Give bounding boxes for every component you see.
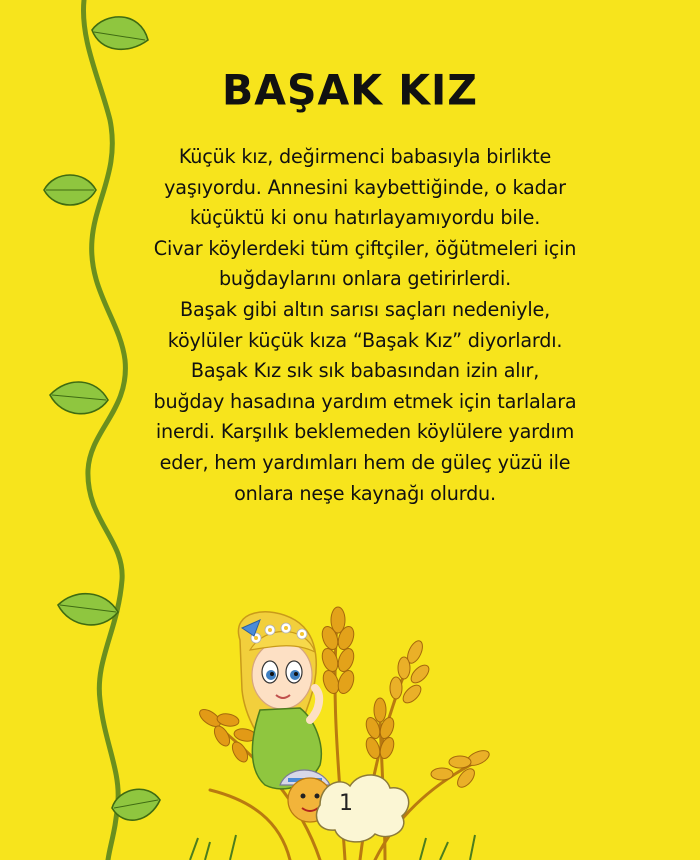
story-line: Başak gibi altın sarısı saçları nedeniyle,	[180, 297, 550, 321]
story-line: küçüktü ki onu hatırlayamıyordu bile.	[189, 206, 541, 230]
story-line: Küçük kız, değirmenci babasıyla birlikte	[178, 145, 552, 168]
page-title	[0, 66, 700, 114]
story-line: buğday hasadına yardım etmek için tarlalara	[153, 389, 577, 413]
story-line: inerdi. Karşılık beklemeden köylülere yardım	[155, 420, 575, 444]
story-line: buğdaylarını onlara getirirlerdi.	[218, 267, 512, 291]
story-paragraph	[130, 142, 600, 509]
story-line: Başak Kız sık sık babasından izin alır,	[190, 359, 540, 383]
story-line: köylüler küçük kıza “Başak Kız” diyorlardı.	[167, 328, 563, 352]
wheat-icon	[319, 607, 356, 696]
leaf-icon	[50, 382, 108, 414]
leaf-icon	[92, 17, 148, 49]
story-line: onlara neşe kaynağı olurdu.	[234, 481, 496, 505]
page-number: 1	[339, 791, 353, 816]
story-line: eder, hem yardımları hem de güleç yüzü ile	[159, 450, 571, 474]
title-text: BAŞAK KIZ	[221, 65, 479, 115]
leaf-icon	[44, 175, 96, 205]
leaf-icon	[58, 594, 118, 625]
story-line: Civar köylerdeki tüm çiftçiler, öğütmeleri için	[153, 236, 577, 260]
wheat-icon	[390, 639, 432, 706]
story-line: yaşıyordu. Annesini kaybettiğinde, o kadar	[164, 175, 566, 199]
girl-icon	[238, 612, 321, 789]
